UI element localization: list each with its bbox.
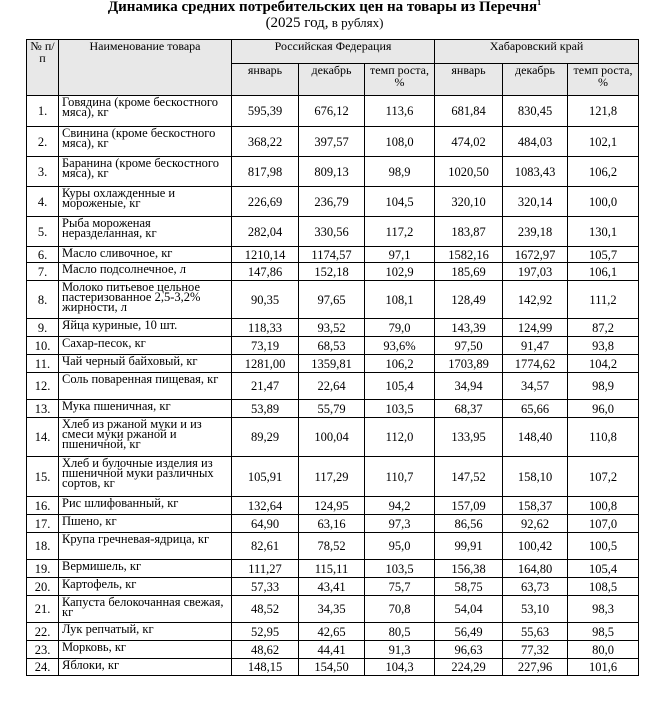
cell-name: Чай черный байховый, кг	[59, 355, 232, 373]
cell-num: 20.	[27, 578, 59, 596]
cell-rf-jan: 147,86	[232, 263, 299, 281]
cell-name: Яйца куриные, 10 шт.	[59, 319, 232, 337]
cell-num: 11.	[27, 355, 59, 373]
cell-kh-jan: 133,95	[435, 418, 503, 457]
cell-rf-rate: 91,3	[365, 641, 435, 659]
cell-rf-jan: 132,64	[232, 497, 299, 515]
cell-rf-dec: 809,13	[299, 157, 365, 187]
cell-kh-rate: 105,7	[568, 247, 639, 263]
table-row	[27, 659, 639, 676]
cell-kh-rate: 98,9	[568, 373, 639, 400]
cell-name: Молоко питьевое цельное пастеризованное 2,5-3,2% жирности, л	[59, 281, 232, 319]
table-row	[27, 337, 639, 355]
title-year: (2025 год,	[265, 15, 329, 31]
cell-kh-dec: 158,37	[503, 497, 568, 515]
cell-kh-dec: 92,62	[503, 515, 568, 533]
cell-kh-rate: 121,8	[568, 96, 639, 127]
cell-rf-jan: 64,90	[232, 515, 299, 533]
group-kh-header: Хабаровский край	[435, 40, 639, 64]
cell-kh-jan: 54,04	[435, 596, 503, 623]
cell-kh-rate: 87,2	[568, 319, 639, 337]
cell-rf-rate: 112,0	[365, 418, 435, 457]
title-unit: в рублях)	[328, 15, 384, 30]
cell-rf-rate: 98,9	[365, 157, 435, 187]
cell-name: Картофель, кг	[59, 578, 232, 596]
cell-rf-rate: 108,0	[365, 127, 435, 157]
cell-kh-rate: 98,5	[568, 623, 639, 641]
cell-kh-jan: 56,49	[435, 623, 503, 641]
cell-num: 16.	[27, 497, 59, 515]
cell-rf-jan: 118,33	[232, 319, 299, 337]
col-name-header: Наименование товара	[59, 40, 232, 96]
cell-kh-dec: 1774,62	[503, 355, 568, 373]
cell-kh-jan: 681,84	[435, 96, 503, 127]
cell-kh-dec: 164,80	[503, 560, 568, 578]
cell-rf-dec: 44,41	[299, 641, 365, 659]
cell-kh-jan: 1020,50	[435, 157, 503, 187]
cell-rf-dec: 42,65	[299, 623, 365, 641]
cell-kh-rate: 107,0	[568, 515, 639, 533]
cell-rf-rate: 70,8	[365, 596, 435, 623]
cell-rf-dec: 1359,81	[299, 355, 365, 373]
cell-kh-rate: 106,1	[568, 263, 639, 281]
header-row-1	[27, 40, 639, 64]
table-row	[27, 533, 639, 560]
cell-kh-dec: 55,63	[503, 623, 568, 641]
cell-name: Пшено, кг	[59, 515, 232, 533]
table-row	[27, 127, 639, 157]
table-row	[27, 515, 639, 533]
cell-kh-jan: 58,75	[435, 578, 503, 596]
cell-rf-dec: 22,64	[299, 373, 365, 400]
price-table	[26, 39, 639, 676]
rf-rate-header: темп роста, %	[365, 64, 435, 96]
table-row	[27, 641, 639, 659]
cell-kh-rate: 100,8	[568, 497, 639, 515]
cell-rf-rate: 97,3	[365, 515, 435, 533]
cell-name: Сахар-песок, кг	[59, 337, 232, 355]
cell-rf-rate: 94,2	[365, 497, 435, 515]
cell-rf-jan: 111,27	[232, 560, 299, 578]
cell-rf-jan: 48,52	[232, 596, 299, 623]
kh-rate-header: темп роста, %	[568, 64, 639, 96]
cell-rf-rate: 108,1	[365, 281, 435, 319]
cell-kh-jan: 474,02	[435, 127, 503, 157]
cell-name: Крупа гречневая-ядрица, кг	[59, 533, 232, 560]
cell-num: 12.	[27, 373, 59, 400]
cell-kh-dec: 34,57	[503, 373, 568, 400]
table-row	[27, 400, 639, 418]
cell-rf-dec: 43,41	[299, 578, 365, 596]
cell-num: 18.	[27, 533, 59, 560]
table-row	[27, 355, 639, 373]
cell-kh-jan: 1582,16	[435, 247, 503, 263]
table-row	[27, 373, 639, 400]
cell-rf-jan: 282,04	[232, 217, 299, 247]
cell-num: 24.	[27, 659, 59, 676]
cell-rf-dec: 115,11	[299, 560, 365, 578]
cell-kh-rate: 80,0	[568, 641, 639, 659]
cell-rf-rate: 113,6	[365, 96, 435, 127]
cell-rf-jan: 53,89	[232, 400, 299, 418]
cell-kh-jan: 143,39	[435, 319, 503, 337]
cell-rf-jan: 368,22	[232, 127, 299, 157]
cell-kh-dec: 1672,97	[503, 247, 568, 263]
cell-kh-jan: 96,63	[435, 641, 503, 659]
footnote-marker: 1	[537, 0, 542, 7]
cell-kh-dec: 53,10	[503, 596, 568, 623]
cell-num: 10.	[27, 337, 59, 355]
cell-kh-jan: 86,56	[435, 515, 503, 533]
cell-kh-dec: 239,18	[503, 217, 568, 247]
cell-name: Морковь, кг	[59, 641, 232, 659]
table-row	[27, 157, 639, 187]
cell-rf-rate: 97,1	[365, 247, 435, 263]
cell-rf-rate: 95,0	[365, 533, 435, 560]
cell-rf-jan: 52,95	[232, 623, 299, 641]
cell-num: 15.	[27, 457, 59, 497]
cell-rf-rate: 80,5	[365, 623, 435, 641]
cell-kh-rate: 100,0	[568, 187, 639, 217]
cell-rf-dec: 330,56	[299, 217, 365, 247]
cell-num: 17.	[27, 515, 59, 533]
cell-kh-jan: 157,09	[435, 497, 503, 515]
table-row	[27, 263, 639, 281]
cell-kh-jan: 320,10	[435, 187, 503, 217]
cell-rf-dec: 34,35	[299, 596, 365, 623]
cell-rf-jan: 595,39	[232, 96, 299, 127]
cell-rf-jan: 817,98	[232, 157, 299, 187]
cell-kh-rate: 106,2	[568, 157, 639, 187]
title-line-2	[0, 15, 649, 31]
cell-rf-dec: 152,18	[299, 263, 365, 281]
title-text: Динамика средних потребительских цен на товары из Перечня	[107, 0, 538, 15]
cell-kh-dec: 77,32	[503, 641, 568, 659]
rf-jan-header: январь	[232, 64, 299, 96]
cell-rf-rate: 106,2	[365, 355, 435, 373]
cell-rf-jan: 105,91	[232, 457, 299, 497]
kh-dec-header: декабрь	[503, 64, 568, 96]
cell-rf-dec: 1174,57	[299, 247, 365, 263]
cell-name: Капуста белокочанная свежая, кг	[59, 596, 232, 623]
document-title	[0, 0, 649, 31]
cell-num: 22.	[27, 623, 59, 641]
cell-rf-jan: 1210,14	[232, 247, 299, 263]
cell-rf-jan: 89,29	[232, 418, 299, 457]
cell-rf-dec: 100,04	[299, 418, 365, 457]
cell-rf-dec: 68,53	[299, 337, 365, 355]
table-row	[27, 560, 639, 578]
cell-kh-rate: 100,5	[568, 533, 639, 560]
cell-rf-rate: 79,0	[365, 319, 435, 337]
cell-name: Яблоки, кг	[59, 659, 232, 676]
cell-name: Мука пшеничная, кг	[59, 400, 232, 418]
table-row	[27, 623, 639, 641]
cell-rf-dec: 236,79	[299, 187, 365, 217]
cell-kh-rate: 102,1	[568, 127, 639, 157]
cell-rf-rate: 103,5	[365, 560, 435, 578]
table-row	[27, 217, 639, 247]
cell-rf-dec: 117,29	[299, 457, 365, 497]
cell-num: 3.	[27, 157, 59, 187]
cell-name: Хлеб и булочные изделия из пшеничной муки различных сортов, кг	[59, 457, 232, 497]
cell-rf-dec: 124,95	[299, 497, 365, 515]
cell-name: Масло сливочное, кг	[59, 247, 232, 263]
cell-rf-rate: 110,7	[365, 457, 435, 497]
cell-rf-dec: 93,52	[299, 319, 365, 337]
cell-rf-dec: 63,16	[299, 515, 365, 533]
cell-kh-dec: 65,66	[503, 400, 568, 418]
cell-num: 2.	[27, 127, 59, 157]
table-row	[27, 319, 639, 337]
cell-rf-rate: 102,9	[365, 263, 435, 281]
cell-num: 8.	[27, 281, 59, 319]
kh-jan-header: январь	[435, 64, 503, 96]
cell-kh-dec: 484,03	[503, 127, 568, 157]
cell-rf-rate: 103,5	[365, 400, 435, 418]
cell-kh-dec: 142,92	[503, 281, 568, 319]
cell-num: 14.	[27, 418, 59, 457]
cell-name: Свинина (кроме бескостного мяса), кг	[59, 127, 232, 157]
cell-rf-jan: 82,61	[232, 533, 299, 560]
cell-name: Лук репчатый, кг	[59, 623, 232, 641]
cell-rf-rate: 75,7	[365, 578, 435, 596]
table-row	[27, 247, 639, 263]
cell-rf-dec: 676,12	[299, 96, 365, 127]
table-row	[27, 578, 639, 596]
cell-name: Рыба мороженая неразделанная, кг	[59, 217, 232, 247]
cell-kh-dec: 63,73	[503, 578, 568, 596]
cell-rf-dec: 97,65	[299, 281, 365, 319]
cell-kh-dec: 197,03	[503, 263, 568, 281]
cell-kh-jan: 147,52	[435, 457, 503, 497]
cell-kh-dec: 91,47	[503, 337, 568, 355]
cell-name: Рис шлифованный, кг	[59, 497, 232, 515]
cell-num: 19.	[27, 560, 59, 578]
cell-num: 7.	[27, 263, 59, 281]
cell-kh-jan: 97,50	[435, 337, 503, 355]
rf-dec-header: декабрь	[299, 64, 365, 96]
cell-kh-dec: 830,45	[503, 96, 568, 127]
cell-kh-dec: 148,40	[503, 418, 568, 457]
cell-rf-jan: 73,19	[232, 337, 299, 355]
cell-name: Соль поваренная пищевая, кг	[59, 373, 232, 400]
cell-kh-jan: 34,94	[435, 373, 503, 400]
cell-name: Куры охлажденные и мороженые, кг	[59, 187, 232, 217]
cell-kh-jan: 224,29	[435, 659, 503, 676]
cell-rf-jan: 90,35	[232, 281, 299, 319]
cell-rf-dec: 78,52	[299, 533, 365, 560]
table-row	[27, 497, 639, 515]
cell-num: 23.	[27, 641, 59, 659]
cell-kh-rate: 104,2	[568, 355, 639, 373]
cell-num: 21.	[27, 596, 59, 623]
cell-num: 5.	[27, 217, 59, 247]
cell-rf-dec: 397,57	[299, 127, 365, 157]
cell-rf-dec: 154,50	[299, 659, 365, 676]
table-row	[27, 418, 639, 457]
cell-rf-jan: 148,15	[232, 659, 299, 676]
cell-kh-dec: 1083,43	[503, 157, 568, 187]
cell-kh-rate: 111,2	[568, 281, 639, 319]
col-num-header: № п/п	[27, 40, 59, 96]
cell-kh-dec: 158,10	[503, 457, 568, 497]
cell-kh-jan: 1703,89	[435, 355, 503, 373]
cell-rf-jan: 1281,00	[232, 355, 299, 373]
cell-kh-rate: 105,4	[568, 560, 639, 578]
cell-kh-rate: 110,8	[568, 418, 639, 457]
cell-kh-jan: 156,38	[435, 560, 503, 578]
cell-rf-jan: 226,69	[232, 187, 299, 217]
cell-kh-rate: 107,2	[568, 457, 639, 497]
cell-rf-rate: 93,6%	[365, 337, 435, 355]
cell-num: 13.	[27, 400, 59, 418]
title-line-1	[0, 0, 649, 15]
cell-kh-rate: 93,8	[568, 337, 639, 355]
table-row	[27, 187, 639, 217]
cell-name: Масло подсолнечное, л	[59, 263, 232, 281]
cell-kh-dec: 124,99	[503, 319, 568, 337]
cell-rf-dec: 55,79	[299, 400, 365, 418]
cell-name: Говядина (кроме бескостного мяса), кг	[59, 96, 232, 127]
table-row	[27, 457, 639, 497]
cell-kh-dec: 320,14	[503, 187, 568, 217]
cell-kh-rate: 98,3	[568, 596, 639, 623]
cell-num: 9.	[27, 319, 59, 337]
table-row	[27, 281, 639, 319]
cell-num: 6.	[27, 247, 59, 263]
table-row	[27, 96, 639, 127]
cell-rf-rate: 104,5	[365, 187, 435, 217]
cell-kh-dec: 100,42	[503, 533, 568, 560]
table-body	[27, 96, 639, 676]
cell-kh-rate: 101,6	[568, 659, 639, 676]
cell-rf-rate: 105,4	[365, 373, 435, 400]
cell-kh-jan: 68,37	[435, 400, 503, 418]
cell-rf-jan: 57,33	[232, 578, 299, 596]
cell-kh-dec: 227,96	[503, 659, 568, 676]
cell-rf-jan: 48,62	[232, 641, 299, 659]
cell-kh-rate: 108,5	[568, 578, 639, 596]
cell-kh-jan: 185,69	[435, 263, 503, 281]
group-rf-header: Российская Федерация	[232, 40, 435, 64]
cell-kh-rate: 96,0	[568, 400, 639, 418]
cell-rf-rate: 104,3	[365, 659, 435, 676]
cell-num: 4.	[27, 187, 59, 217]
cell-name: Хлеб из ржаной муки и из смеси муки ржаной и пшеничной, кг	[59, 418, 232, 457]
cell-rf-jan: 21,47	[232, 373, 299, 400]
cell-kh-jan: 128,49	[435, 281, 503, 319]
cell-num: 1.	[27, 96, 59, 127]
cell-kh-jan: 99,91	[435, 533, 503, 560]
table-row	[27, 596, 639, 623]
cell-name: Вермишель, кг	[59, 560, 232, 578]
cell-kh-rate: 130,1	[568, 217, 639, 247]
cell-rf-rate: 117,2	[365, 217, 435, 247]
cell-kh-jan: 183,87	[435, 217, 503, 247]
cell-name: Баранина (кроме бескостного мяса), кг	[59, 157, 232, 187]
